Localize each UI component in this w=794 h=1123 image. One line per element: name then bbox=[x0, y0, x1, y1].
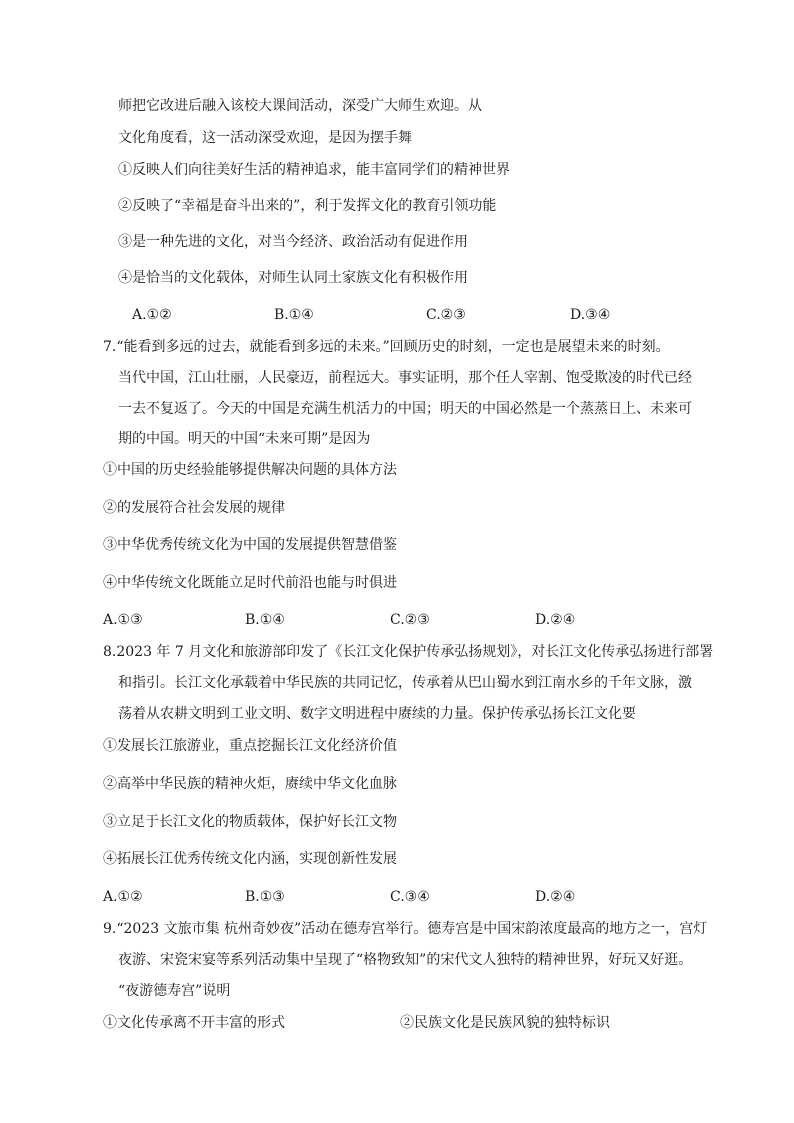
q7-option-c: C.②③ bbox=[390, 612, 430, 628]
q6-statement-3: ③是一种先进的文化，对当今经济、政治活动有促进作用 bbox=[118, 234, 468, 250]
q7-stem-line-2: 当代中国，江山壮丽，人民豪迈，前程远大。事实证明，那个任人宰割、饱受欺凌的时代已经 bbox=[118, 370, 692, 386]
q8-option-d: D.②④ bbox=[535, 889, 576, 905]
q8-statement-4: ④拓展长江优秀传统文化内涵，实现创新性发展 bbox=[103, 851, 397, 867]
q7-stem-line-1: 7.“能看到多远的过去，就能看到多远的未来。”回顾历史的时刻，一定也是展望未来的时刻。 bbox=[103, 339, 670, 355]
q7-statement-2: ②的发展符合社会发展的规律 bbox=[103, 500, 285, 516]
q8-option-a: A.①② bbox=[103, 889, 143, 905]
q6-stem-line-1: 师把它改进后融入该校大课间活动，深受广大师生欢迎。从 bbox=[118, 98, 482, 114]
q8-stem-line-1: 8.2023 年 7 月文化和旅游部印发了《长江文化保护传承弘扬规划》，对长江文化传承弘扬进行部署 bbox=[103, 644, 714, 660]
q9-stem-line-3: “夜游德寿宫”说明 bbox=[118, 983, 231, 999]
q6-statement-2: ②反映了“幸福是奋斗出来的”，利于发挥文化的教育引领功能 bbox=[118, 198, 497, 214]
q9-stem-line-2: 夜游、宋瓷宋宴等系列活动集中呈现了“格物致知”的宋代文人独特的精神世界，好玩又好逛。 bbox=[118, 952, 693, 968]
q8-option-b: B.①③ bbox=[245, 889, 285, 905]
q7-option-a: A.①③ bbox=[103, 612, 143, 628]
q9-statement-1: ①文化传承离不开丰富的形式 bbox=[103, 1015, 285, 1031]
q6-option-c: C.②③ bbox=[426, 307, 466, 323]
q7-stem-line-4: 期的中国。明天的中国“未来可期”是因为 bbox=[118, 431, 371, 447]
q8-stem-line-2: 和指引。长江文化承载着中华民族的共同记忆，传承着从巴山蜀水到江南水乡的千年文脉，激 bbox=[118, 675, 692, 691]
q7-stem-line-3: 一去不复返了。今天的中国是充满生机活力的中国；明天的中国必然是一个蒸蒸日上、未来可 bbox=[118, 401, 692, 417]
q8-statement-3: ③立足于长江文化的物质载体，保护好长江文物 bbox=[103, 814, 397, 830]
q9-stem-line-1: 9.“2023 文旅市集 杭州奇妙夜”活动在德寿宫举行。德寿宫是中国宋韵浓度最高的地方之一，宫灯 bbox=[103, 921, 708, 937]
q6-stem-line-2: 文化角度看，这一活动深受欢迎，是因为摆手舞 bbox=[118, 130, 412, 146]
q8-stem-line-3: 荡着从农耕文明到工业文明、数字文明进程中赓续的力量。保护传承弘扬长江文化要 bbox=[118, 706, 636, 722]
q8-option-c: C.③④ bbox=[390, 889, 430, 905]
q7-option-d: D.②④ bbox=[535, 612, 576, 628]
q7-statement-1: ①中国的历史经验能够提供解决问题的具体方法 bbox=[103, 462, 397, 478]
q9-statement-2: ②民族文化是民族风貌的独特标识 bbox=[400, 1015, 610, 1031]
q6-option-d: D.③④ bbox=[570, 307, 611, 323]
q6-option-b: B.①④ bbox=[274, 307, 314, 323]
q6-statement-1: ①反映人们向往美好生活的精神追求，能丰富同学们的精神世界 bbox=[118, 162, 510, 178]
q8-statement-1: ①发展长江旅游业，重点挖掘长江文化经济价值 bbox=[103, 738, 397, 754]
q6-option-a: A.①② bbox=[132, 307, 172, 323]
q6-statement-4: ④是恰当的文化载体，对师生认同土家族文化有积极作用 bbox=[118, 270, 468, 286]
q7-option-b: B.①④ bbox=[245, 612, 285, 628]
q7-statement-3: ③中华优秀传统文化为中国的发展提供智慧借鉴 bbox=[103, 537, 397, 553]
q8-statement-2: ②高举中华民族的精神火炬，赓续中华文化血脉 bbox=[103, 776, 397, 792]
q7-statement-4: ④中华传统文化既能立足时代前沿也能与时俱进 bbox=[103, 575, 397, 591]
